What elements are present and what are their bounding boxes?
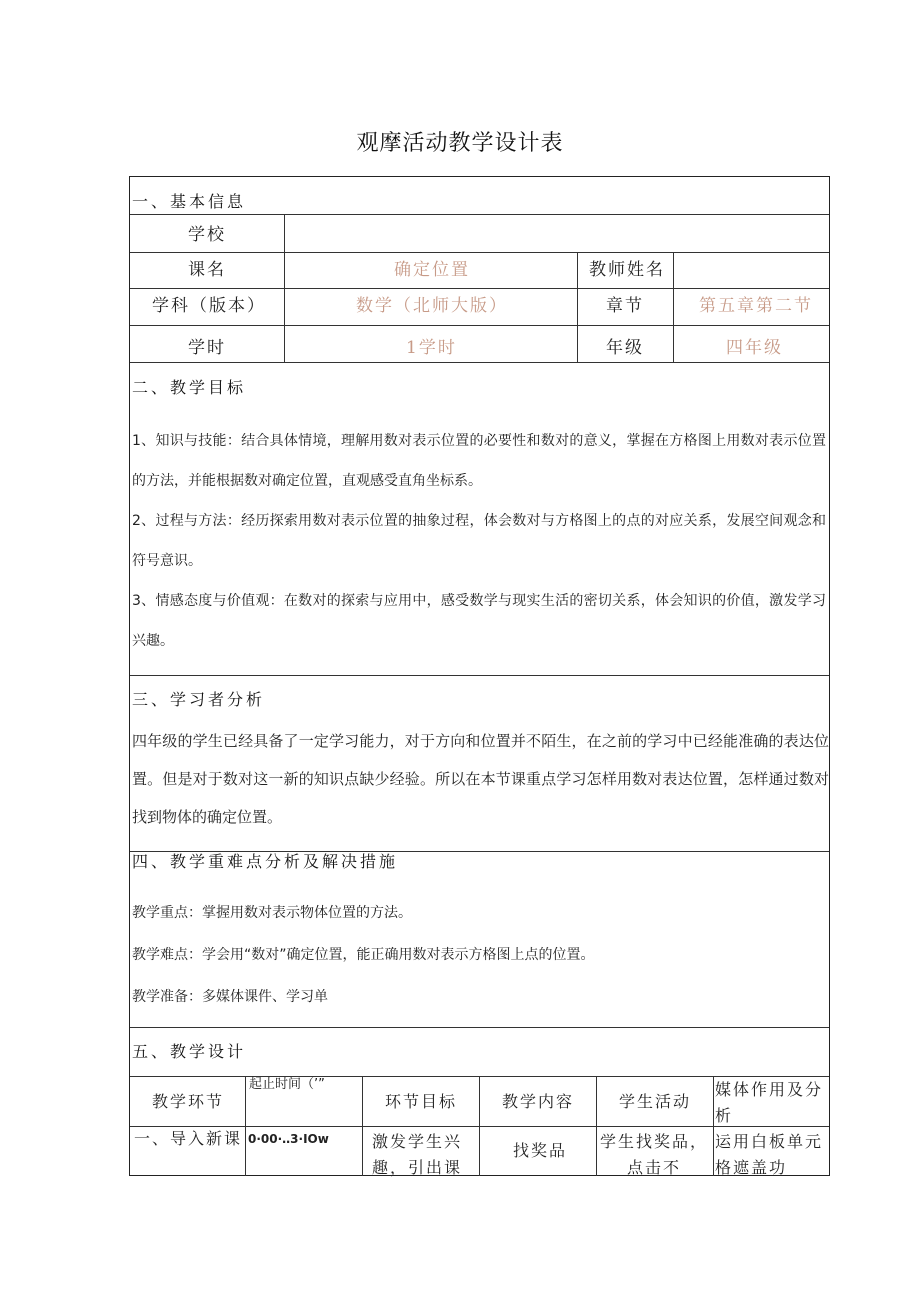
rule-design-col-2: [362, 1076, 363, 1176]
chapter-label: 章节: [606, 296, 644, 316]
design-header-activity: 学生活动: [619, 1092, 692, 1111]
design-row-media: 运用白板单元格遮盖功: [715, 1132, 824, 1177]
design-row-stage: 一、导入新课: [134, 1129, 243, 1148]
rule-keypoints: [130, 1027, 829, 1028]
rule-design-col-4: [596, 1076, 597, 1176]
section-heading-goals: 二、教学目标: [132, 378, 247, 397]
grade-value: 四年级: [726, 338, 783, 358]
hours-label: 学时: [188, 338, 226, 358]
design-header-media: 媒体作用及分析: [715, 1080, 824, 1125]
goal-knowledge: 1、知识与技能：结合具体情境，理解用数对表示位置的必要性和数对的意义，掌握在方格图上用数对表示位置的方法，并能根据数对确定位置，直观感受直角坐标系。: [132, 433, 826, 489]
section-heading-learner: 三、学习者分析: [132, 690, 266, 709]
rule-design-col-3: [479, 1076, 480, 1176]
rule-col-label: [284, 214, 285, 362]
design-header-goal: 环节目标: [385, 1092, 458, 1111]
teaching-focus: 教学重点：掌握用数对表示物体位置的方法。: [132, 905, 412, 921]
rule-design-col-1: [245, 1076, 246, 1176]
course-value: 确定位置: [394, 260, 470, 280]
rule-hours: [130, 362, 829, 363]
section-heading-keypoints: 四、教学重难点分析及解决措施: [132, 852, 399, 871]
design-header-content: 教学内容: [502, 1092, 575, 1111]
rule-col-right: [673, 252, 674, 362]
hours-value: 1学时: [406, 338, 457, 358]
teaching-difficulty: 教学难点：学会用“数对”确定位置，能正确用数对表示方格图上点的位置。: [132, 947, 595, 963]
design-row-goal: 激发学生兴趣，引出课: [372, 1132, 463, 1177]
rule-goals: [130, 675, 829, 676]
subject-label: 学科（版本）: [152, 296, 266, 316]
grade-label: 年级: [606, 338, 644, 358]
design-header-stage: 教学环节: [152, 1092, 225, 1111]
course-label: 课名: [188, 260, 226, 280]
design-row-time: 0·00·‥3·IOw: [248, 1132, 329, 1146]
page-title: 观摩活动教学设计表: [356, 131, 564, 156]
design-row-activity: 学生找奖品，点击不: [599, 1132, 708, 1177]
rule-school: [130, 252, 829, 253]
school-label: 学校: [188, 225, 226, 245]
design-form: [129, 176, 830, 1176]
section-heading-basic-info: 一、基本信息: [132, 192, 247, 211]
goal-process: 2、过程与方法：经历探索用数对表示位置的抽象过程，体会数对与方格图上的点的对应关系，发展空间观念和符号意识。: [132, 513, 826, 569]
chapter-value: 第五章第二节: [699, 296, 813, 316]
subject-value: 数学（北师大版）: [356, 296, 508, 316]
design-header-time: 起止时间（’”: [249, 1077, 325, 1092]
teacher-name-label: 教师姓名: [589, 260, 665, 280]
goal-attitude: 3、情感态度与价值观：在数对的探索与应用中，感受数学与现实生活的密切关系，体会知识的价值，激发学习兴趣。: [132, 593, 826, 649]
learner-analysis-text: 四年级的学生已经具备了一定学习能力，对于方向和位置并不陌生，在之前的学习中已经能准确的表达位置。但是对于数对这一新的知识点缺少经验。所以在本节课重点学习怎样用数对表达位置，怎样通过数对找到物体的确定位置。: [132, 732, 829, 826]
teaching-preparation: 教学准备：多媒体课件、学习单: [132, 989, 328, 1005]
design-row-content: 找奖品: [513, 1141, 568, 1160]
rule-subject: [130, 325, 829, 326]
rule-course: [130, 288, 829, 289]
rule-basic-info: [130, 214, 829, 215]
rule-col-mid: [577, 252, 578, 362]
section-heading-design: 五、教学设计: [132, 1042, 247, 1061]
rule-design-col-5: [713, 1076, 714, 1176]
